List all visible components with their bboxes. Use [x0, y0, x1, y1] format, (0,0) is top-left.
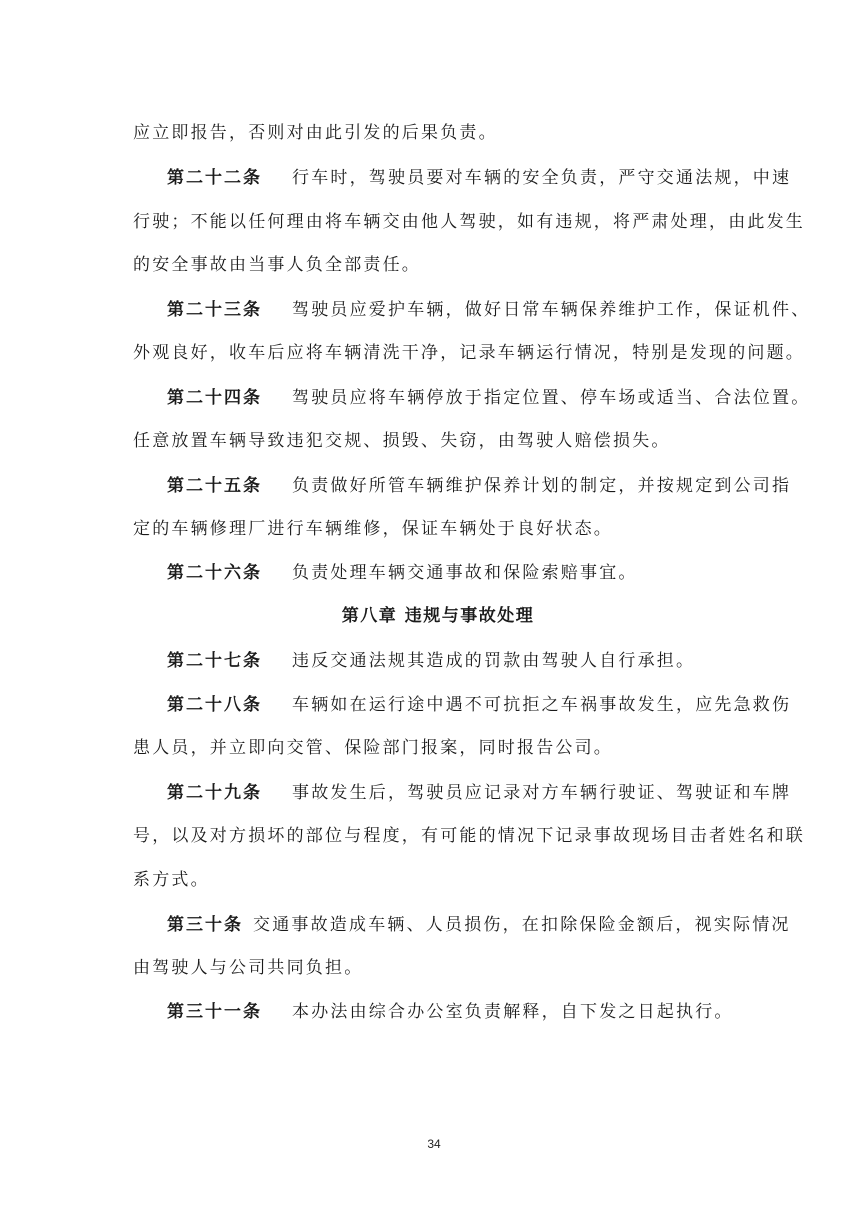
article-23-line-2: 外观良好，收车后应将车辆清洗干净，记录车辆运行情况，特别是发现的问题。 [133, 343, 805, 363]
article-text: 驾驶员应爱护车辆，做好日常车辆保养维护工作，保证机件、 [292, 300, 811, 320]
article-28 [133, 692, 792, 718]
article-25-line-2: 定的车辆修理厂进行车辆维修，保证车辆处于良好状态。 [133, 519, 613, 539]
continuation-text: 应立即报告，否则对由此引发的后果负责。 [133, 123, 498, 143]
article-text: 负责处理车辆交通事故和保险索赔事宜。 [292, 563, 638, 583]
article-22-line-3: 的安全事故由当事人负全部责任。 [133, 255, 421, 275]
article-25 [133, 473, 792, 499]
article-31 [133, 999, 743, 1025]
article-number: 第二十五条 [167, 476, 262, 496]
article-24 [133, 385, 811, 411]
article-text: 车辆如在运行途中遇不可抗拒之车祸事故发生，应先急救伤 [292, 695, 792, 715]
article-22 [133, 165, 792, 191]
article-29-line-3: 系方式。 [133, 870, 210, 890]
article-number: 第二十二条 [167, 168, 262, 188]
article-number: 第二十三条 [167, 300, 262, 320]
article-29 [133, 780, 792, 806]
article-text: 负责做好所管车辆维护保养计划的制定，并按规定到公司指 [292, 476, 792, 496]
article-number: 第二十九条 [167, 783, 262, 803]
article-number: 第三十一条 [167, 1002, 262, 1022]
article-29-line-2: 号，以及对方损坏的部位与程度，有可能的情况下记录事故现场目击者姓名和联 [133, 826, 805, 846]
article-26 [133, 560, 743, 586]
article-number: 第二十四条 [167, 388, 262, 408]
chapter-heading: 第八章 违规与事故处理 [341, 606, 535, 626]
article-text: 行车时，驾驶员要对车辆的安全负责，严守交通法规，中速 [292, 168, 792, 188]
article-27 [133, 648, 743, 674]
article-22-line-2: 行驶；不能以任何理由将车辆交由他人驾驶，如有违规，将严肃处理，由此发生 [133, 212, 805, 232]
article-text: 交通事故造成车辆、人员损伤，在扣除保险金额后，视实际情况 [253, 915, 791, 935]
article-number: 第二十七条 [167, 651, 262, 671]
article-text: 违反交通法规其造成的罚款由驾驶人自行承担。 [292, 651, 696, 671]
article-number: 第三十条 [167, 915, 243, 935]
article-30-line-2: 由驾驶人与公司共同负担。 [133, 958, 364, 978]
article-28-line-2: 患人员，并立即向交管、保险部门报案，同时报告公司。 [133, 738, 613, 758]
article-24-line-2: 任意放置车辆导致违犯交规、损毁、失窃，由驾驶人赔偿损失。 [133, 431, 671, 451]
article-23 [133, 297, 811, 323]
article-30 [133, 912, 791, 938]
page-number: 34 [427, 1137, 441, 1151]
article-number: 第二十八条 [167, 695, 262, 715]
article-number: 第二十六条 [167, 563, 262, 583]
article-text: 本办法由综合办公室负责解释，自下发之日起执行。 [292, 1002, 734, 1022]
article-text: 驾驶员应将车辆停放于指定位置、停车场或适当、合法位置。 [292, 388, 811, 408]
article-text: 事故发生后，驾驶员应记录对方车辆行驶证、驾驶证和车牌 [292, 783, 792, 803]
